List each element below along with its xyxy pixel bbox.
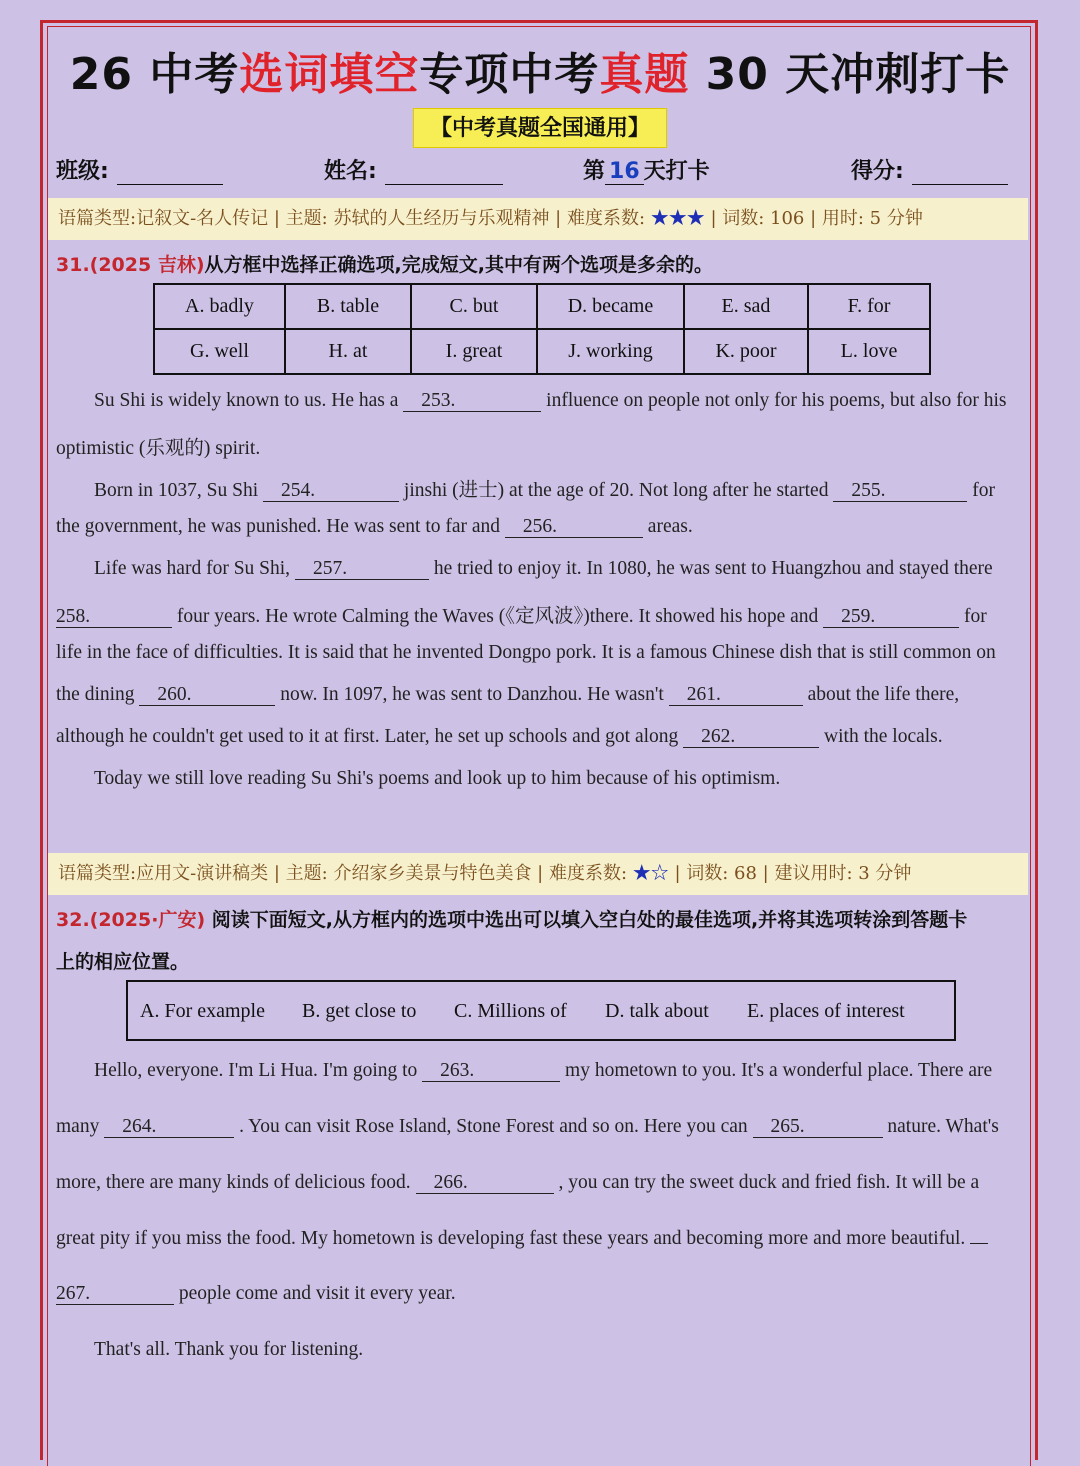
blank-255[interactable]: 255.: [833, 481, 967, 502]
q31-line-9: although he couldn't get used to it at first. Later, he set up schools and got along 262. with the locals.: [56, 726, 943, 747]
option-e: E. places of interest: [747, 1000, 905, 1022]
blank-259[interactable]: 259.: [823, 607, 959, 628]
q32-options-box: [126, 980, 956, 1041]
option-f: F. for: [808, 284, 930, 329]
q31-line-8: the dining 260. now. In 1097, he was sent to Danzhou. He wasn't 261. about the life there,: [56, 684, 960, 705]
q32-line-5: 267. people come and visit it every year.: [56, 1283, 456, 1304]
option-e: E. sad: [684, 284, 808, 329]
q32-line-4: great pity if you miss the food. My hometown is developing fast these years and becoming more and more beautiful.: [56, 1228, 988, 1250]
blank-260[interactable]: 260.: [139, 685, 275, 706]
option-b: B. table: [285, 284, 411, 329]
blank-261[interactable]: 261.: [669, 685, 803, 706]
blank-258[interactable]: 258.: [56, 607, 172, 628]
q31-header: 31.(2025 吉林)从方框中选择正确选项,完成短文,其中有两个选项是多余的。: [56, 254, 713, 276]
option-h: H. at: [285, 329, 411, 374]
score-field[interactable]: 得分:: [851, 154, 1008, 185]
blank-257[interactable]: 257.: [295, 559, 429, 580]
q31-line-4: the government, he was punished. He was sent to far and 256. areas.: [56, 516, 693, 537]
day-checkin: 第 16 天打卡: [583, 159, 710, 184]
q31-line-10: Today we still love reading Su Shi's poems and look up to him because of his optimism.: [94, 768, 781, 789]
blank-256[interactable]: 256.: [505, 517, 643, 538]
blank-263[interactable]: 263.: [422, 1061, 560, 1082]
q32-header: 32.(2025·广安) 阅读下面短文,从方框内的选项中选出可以填入空白处的最佳选项,并将其选项转涂到答题卡: [56, 909, 968, 931]
blank-264[interactable]: 264.: [104, 1117, 234, 1138]
blank-267[interactable]: 267.: [56, 1284, 174, 1305]
q32-header-cont: 上的相应位置。: [56, 951, 190, 973]
name-field[interactable]: 姓名:: [324, 154, 503, 185]
q31-line-5: Life was hard for Su Shi, 257. he tried to enjoy it. In 1080, he was sent to Huangzhou and stayed there: [94, 558, 993, 579]
option-d: D. became: [537, 284, 684, 329]
blank-254[interactable]: 254.: [263, 481, 399, 502]
subtitle-tag: 【中考真题全国通用】: [413, 108, 667, 148]
q31-line-7: life in the face of difficulties. It is said that he invented Dongpo pork. It is a famous Chinese dish that is still common on: [56, 642, 996, 663]
option-c: C. but: [411, 284, 537, 329]
option-j: J. working: [537, 329, 684, 374]
q31-line-3: Born in 1037, Su Shi 254. jinshi (进士) at the age of 20. Not long after he started 255. for: [94, 480, 995, 501]
q32-meta-bar: 语篇类型:应用文-演讲稿类 | 主题: 介绍家乡美景与特色美食 | 难度系数: ★☆ | 词数: 68 | 建议用时: 3 分钟: [48, 853, 1028, 895]
blank-253[interactable]: 253.: [403, 391, 541, 412]
q32-line-2: many 264. . You can visit Rose Island, Stone Forest and so on. Here you can 265. nature. What's: [56, 1116, 999, 1137]
q32-line-3: more, there are many kinds of delicious food. 266. , you can try the sweet duck and fried fish. It will be a: [56, 1172, 980, 1193]
option-b: B. get close to: [302, 1000, 417, 1022]
blank-266[interactable]: 266.: [416, 1173, 554, 1194]
option-k: K. poor: [684, 329, 808, 374]
class-field[interactable]: 班级:: [56, 154, 223, 185]
q31-meta-bar: 语篇类型:记叙文-名人传记 | 主题: 苏轼的人生经历与乐观精神 | 难度系数: ★★★ | 词数: 106 | 用时: 5 分钟: [48, 198, 1028, 240]
option-i: I. great: [411, 329, 537, 374]
page-title: 26 中考选词填空专项中考真题 30 天冲刺打卡: [69, 49, 1011, 100]
option-g: G. well: [154, 329, 285, 374]
q31-line-1: Su Shi is widely known to us. He has a 253. influence on people not only for his poems, but also for his: [94, 390, 1007, 411]
option-a: A. For example: [140, 1000, 265, 1022]
blank-262[interactable]: 262.: [683, 727, 819, 748]
q31-options-box: [153, 283, 931, 375]
option-d: D. talk about: [605, 1000, 709, 1022]
difficulty-stars: ★☆: [632, 863, 669, 884]
q32-line-6: That's all. Thank you for listening.: [94, 1339, 364, 1360]
option-l: L. love: [808, 329, 930, 374]
option-a: A. badly: [154, 284, 285, 329]
option-c: C. Millions of: [454, 1000, 567, 1022]
q31-line-2: optimistic (乐观的) spirit.: [56, 438, 261, 459]
q31-line-6: 258. four years. He wrote Calming the Waves (《定风波》)there. It showed his hope and 259. for: [56, 606, 987, 627]
difficulty-stars: ★★★: [650, 208, 705, 229]
q32-line-1: Hello, everyone. I'm Li Hua. I'm going to 263. my hometown to you. It's a wonderful place. There are: [94, 1060, 993, 1081]
blank-265[interactable]: 265.: [753, 1117, 883, 1138]
